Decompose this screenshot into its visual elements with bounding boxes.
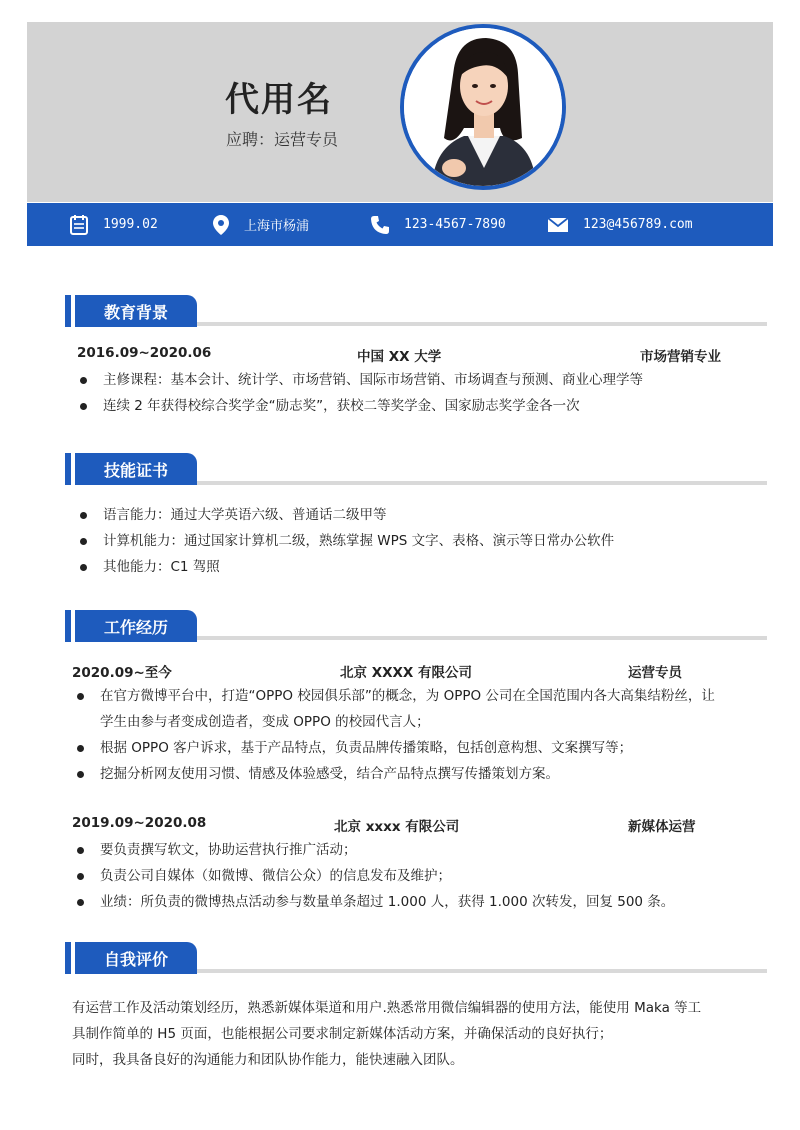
contact-email [547, 203, 693, 246]
bullet-dot [77, 873, 84, 880]
phone-icon [370, 215, 390, 235]
section-marker [65, 942, 71, 974]
bullet-dot [77, 771, 84, 778]
bullet-dot [80, 403, 87, 410]
phone-text: 123-4567-7890 [404, 217, 506, 232]
skill-item: 语言能力：通过大学英语六级、普通话二级甲等 [103, 507, 387, 523]
section-marker [65, 453, 71, 485]
skill-item: 计算机能力：通过国家计算机二级，熟练掌握 WPS 文字、表格、演示等日常办公软件 [103, 533, 615, 549]
section-title-work: 工作经历 [75, 610, 197, 642]
birth-text: 1999.02 [103, 217, 158, 232]
job-company: 北京 XXXX 有限公司 [340, 665, 473, 681]
edu-item: 连续 2 年获得校综合奖学金“励志奖”，获校二等奖学金、国家励志奖学金各一次 [103, 398, 580, 414]
bullet-dot [77, 847, 84, 854]
section-title-self: 自我评价 [75, 942, 197, 974]
bullet-dot [77, 899, 84, 906]
self-line: 同时，我具备良好的沟通能力和团队协作能力，能快速融入团队。 [72, 1052, 464, 1068]
edu-school: 中国 XX 大学 [357, 349, 442, 365]
job-item: 挖掘分析网友使用习惯、情感及体验感受，结合产品特点撰写传播策划方案。 [100, 766, 559, 782]
mail-icon [547, 217, 569, 233]
self-line: 具制作简单的 H5 页面，也能根据公司要求制定新媒体活动方案，并确保活动的良好执行； [72, 1026, 613, 1042]
location-pin-icon [212, 214, 230, 236]
section-marker [65, 610, 71, 642]
calendar-icon [69, 214, 89, 236]
bullet-dot [77, 745, 84, 752]
contact-bar [27, 203, 773, 246]
bullet-dot [80, 512, 87, 519]
contact-location [212, 203, 309, 246]
contact-birth [69, 203, 158, 246]
job-item: 负责公司自媒体（如微博、微信公众）的信息发布及维护； [100, 868, 451, 884]
bullet-dot [77, 693, 84, 700]
edu-period: 2016.09~2020.06 [77, 345, 212, 361]
job-item: 根据 OPPO 客户诉求，基于产品特点，负责品牌传播策略，包括创意构想、文案撰写等； [100, 740, 633, 756]
bullet-dot [80, 538, 87, 545]
section-divider [197, 636, 767, 640]
profile-photo [400, 24, 566, 190]
job-role: 运营专员 [628, 665, 682, 681]
contact-phone [370, 203, 506, 246]
edu-major: 市场营销专业 [640, 349, 721, 365]
section-divider [197, 969, 767, 973]
job-item: 要负责撰写软文，协助运营执行推广活动； [100, 842, 357, 858]
section-marker [65, 295, 71, 327]
section-divider [197, 481, 767, 485]
bullet-dot [80, 564, 87, 571]
email-text: 123@456789.com [583, 217, 693, 232]
edu-item: 主修课程：基本会计、统计学、市场营销、国际市场营销、市场调查与预测、商业心理学等 [103, 372, 643, 388]
skill-item: 其他能力：C1 驾照 [103, 559, 220, 575]
bullet-dot [80, 377, 87, 384]
self-line: 有运营工作及活动策划经历，熟悉新媒体渠道和用户.熟悉常用微信编辑器的使用方法，能使用 Maka 等工 [72, 1000, 702, 1016]
section-title-education: 教育背景 [75, 295, 197, 327]
section-title-skills: 技能证书 [75, 453, 197, 485]
section-divider [197, 322, 767, 326]
job-item: 在官方微博平台中，打造“OPPO 校园俱乐部”的概念，为 OPPO 公司在全国范围内各大高集结粉丝，让 [100, 688, 715, 704]
job-period: 2019.09~2020.08 [72, 815, 207, 831]
portrait-illustration [404, 28, 562, 186]
applied-position: 应聘：运营专员 [226, 130, 339, 149]
job-period: 2020.09~至今 [72, 665, 172, 681]
job-role: 新媒体运营 [628, 819, 696, 835]
candidate-name: 代用名 [225, 80, 333, 120]
job-company: 北京 xxxx 有限公司 [334, 819, 460, 835]
job-item: 业绩：所负责的微博热点活动参与数量单条超过 1.000 人，获得 1.000 次转发，回复 500 条。 [100, 894, 675, 910]
job-item-continued: 学生由参与者变成创造者，变成 OPPO 的校园代言人； [100, 714, 430, 730]
location-text: 上海市杨浦 [244, 219, 310, 234]
